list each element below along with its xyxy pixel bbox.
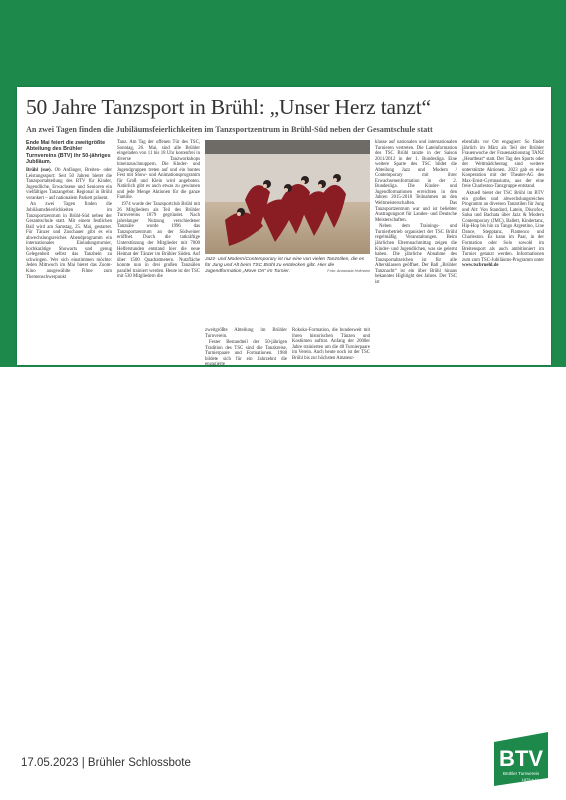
- paragraph: Neben dem Trainings- und Turnierbetrieb organisiert der TSC Brühl regelmäßig Veranstaltungen. Beim jährlichen Elternnachmittag zeigen die Kinder- und Jugendlichen, was sie gelernt haben. Die jährliche Abnahme des Tanzsportabzeichen ist für alle Altersklassen geöffnet. Der Ball „Brühler Tanznacht“ ist ein über Brühl hinaus bekanntes Highlight des Jahres. Der TSC ist: [375, 224, 457, 285]
- text-column-1: [26, 168, 112, 281]
- paragraph: Tanz. Am Tag der offenen Tür des TSC, Sonntag, 26. Mai, sind alle Brühler eingeladen von 11 bis 18 Uhr kostenfrei in diverse Tanzworkshops hineinzuschnuppern. Die Kinder- und Jugendgruppen treten auf und ein buntes Fest mit Show- und Animationsprogramm für Groß und Klein wird angeboten. Natürlich gibt es auch etwas zu gewinnen und jede Menge Aktionen für die ganze Familie.: [117, 140, 200, 201]
- dateline: Brühl (sue).: [26, 168, 52, 173]
- text-column-4: [292, 328, 370, 362]
- paragraph: klasse auf nationalen und internationalen Turnieren vertreten. Die Lateinformation des TSC Brühl tanzte in der Saison 2011/2012 in der 1. Bundesliga. Eine weitere Sparte des TSC bildet die Abteilung Jazz und Modern / Contemporary mit ihrer Erwachsenenformation in der 2. Bundesliga. Die Kinder- und Jugendformationen erreichten in den Jahren 2015-2018 Teilnahmen an den Weltmeisterschaften. Das Tanzsportzentrum war und ist beliebter Austragungsort für Landes- und Deutsche Meisterschaften.: [375, 140, 457, 223]
- photo-credit: Foto: Anastasia Hofmann: [327, 268, 370, 273]
- paragraph: Fester Bestandteil der 50-jährigen Tradition des TSC sind die Tanzkreise, Turnierpaare und Formationen. 1988 bildete sich für ein Jahrzehnt die engagierte: [205, 340, 287, 368]
- logo-subtitle: Brühler Turnverein: [502, 771, 540, 776]
- text-column-3: [205, 328, 287, 369]
- text-column-6: [462, 140, 544, 270]
- footer-source: 17.05.2023 | Brühler Schlossbote: [21, 757, 191, 769]
- text-column-2: [117, 140, 200, 281]
- article-intro: Ende Mai feiert die zweitgrößte Abteilung des Brühler Turnvereins (BTV) ihr 50-jähriges Jubiläum.: [26, 140, 111, 166]
- btv-logo-graphic: [490, 728, 552, 790]
- newspaper-clipping: [17, 87, 551, 368]
- photo-illustration: [205, 140, 370, 254]
- paragraph: Aktuell bietet der TSC Brühl im BTV ein großes und abwechslungsreiches Programm an diversen Tanzstilen für Jung und Alt: Von Standard, Latein, Discofox, Salsa und Bachata über Jazz & Modern Contemporary (JMC), Ballett, Kindertanz, Hip-Hop bis hin zu Tango Argentino, Line Dance, Stepptanz, Flamenco und Charleston. Es kann im Paar, in der Formation oder Solo sowohl im Breitensport als auch ambitioniert im Turnier getanzt werden. Informationen zum zum TSC-Jubiläums-Programm unter: [462, 191, 544, 263]
- dance-formation-photo: [205, 140, 370, 254]
- caption-text: Jazz- und Modern/Contemporary ist nur eine von vielen Tanzstilen, die es für Jung und Alt beim TSC Brühl zu entdecken gibt. Hier die Jugendformation „Move On“ im Turnier.: [205, 257, 365, 274]
- white-page-area: [0, 367, 566, 800]
- article-subhead: An zwei Tagen finden die Jubiläumsfeierlichkeiten im Tanzsportzentrum in Brühl-Süd neben der Gesamtschule statt: [26, 125, 433, 134]
- website-link[interactable]: www.tscbruehl.de: [462, 263, 499, 269]
- photo-caption: [205, 257, 370, 275]
- paragraph: 1974 wurde der Tanzsportclub Brühl mit 26 Mitgliedern als Teil des Brühler Turnvereins 1879 gegründet. Nach jahrelanger Nutzung verschiedener Tanzsäle wurde 1996 das Tanzsportzentrum an der Südweiner eröffnet. Durch die tatkräftige Unterstützung der Mitglieder mit 7000 Helferstunden entstand hier die neue Heimat der Tänzer im Brühler Süden. Auf über 1500 Quadratmetern. Nutzfläche konnte nun in drei großen Tanzsälen parallel trainiert werden. Heute ist der TSC mit 530 Mitgliedern die: [117, 202, 200, 280]
- btv-logo: [490, 728, 552, 790]
- paragraph: An zwei Tagen finden die Jubiläumsfeierlichkeiten im Tanzsportzentrum in Brühl-Süd neben der Gesamtschule statt. Mit einem festlichen Ball wird am Samstag, 25. Mai, gestartet. Für Tänzer und Zuschauer gibt es ein abwechslungsreiches Abendprogramm ein internationales Einladungsturnier, hochkarätige Showacts und genug Gelegenheit selbst das Tanzbein zu schwingen. Wer sich einstimmen möchte: Jeden Mittwoch im Mai bietet das Zoom-Kino ausgewählte Filme zum Themenschwerpunkt: [26, 202, 112, 280]
- text-column-5: [375, 140, 457, 287]
- paragraph: Rokoko-Formation, die bundesweit mit ihren historischen Tänzen und Kostümen auftrat. Anfang der 2000er Jahre trainierten um die 40 Turnierpaare im Verein. Auch heute noch ist der TSC Brühl bis zur höchsten Amateur-: [292, 328, 370, 361]
- paragraph: zweitgrößte Abteilung im Brühler Turnverein.: [205, 328, 287, 339]
- paragraph: Ob Anfänger, Breiten- oder Leistungssport: Seit 50 Jahren bietet die Tanzsportabteilung des BTV für Kinder, Jugendliche, Erwachsene und Senioren ein vielfältiges Tanzangebot. Regional in Brühl verankert – auf nationalem Parkett präsent.: [26, 168, 112, 201]
- paragraph: ebenfalls vor Ort engagiert: So findet jährlich im März als Teil der Brühler Frauenwoche der Frauenaktionstag TANZ „Heartbeat“ statt. Der Tag des Sports oder der Weltmädchentag sind weitere unterstützte Aktionen. 2023 gab es eine Kooperation mit der Theater-AG des Max-Ernst-Gymnasiums, aus der eine freie Charleston-Tanzgruppe entstand.: [462, 140, 544, 190]
- article-headline: 50 Jahre Tanzsport in Brühl: „Unser Herz tanzt“: [26, 95, 431, 119]
- logo-year: 1879 e.V.: [521, 777, 539, 782]
- logo-letters: BTV: [499, 746, 543, 771]
